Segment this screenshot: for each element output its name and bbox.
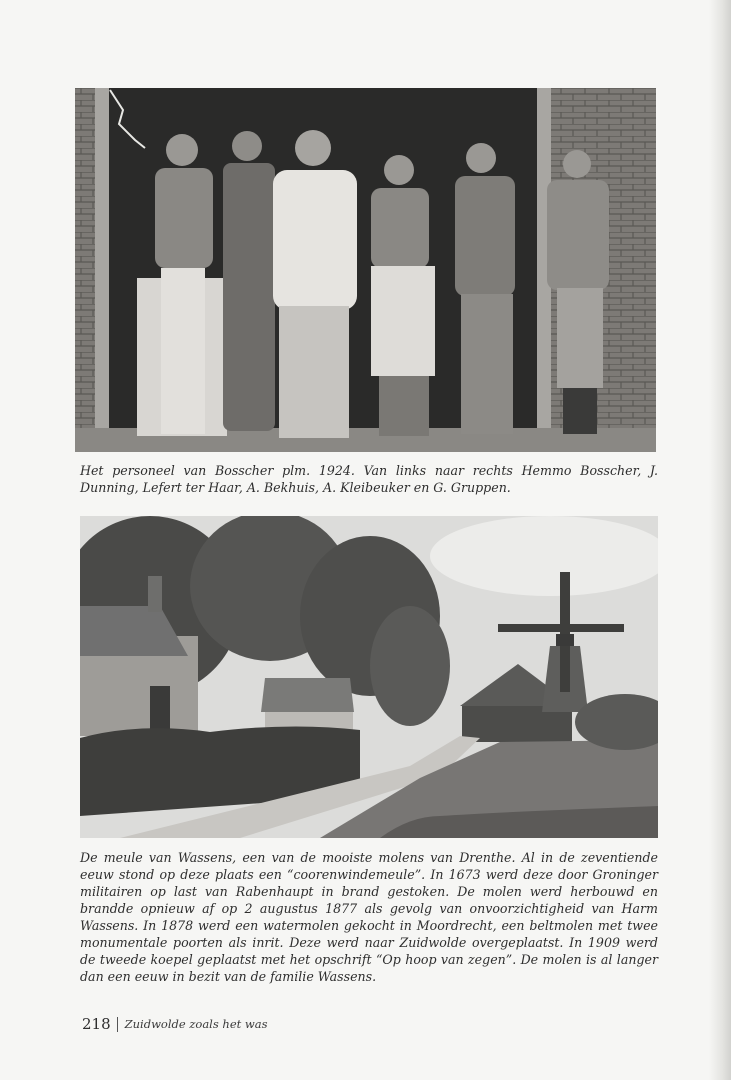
page-edge-shadow [709, 0, 731, 1080]
windmill-caption: De meule van Wassens, een van de mooiste molens van Drenthe. Al in de zeventiende eeuw stond op deze plaats een “coorenwindemeule”. In 1673 werd deze door Groninger militairen op last van Rabenhaupt in brand gestoken. De molen werd herbouwd en brandde opnieuw af op 2 augustus 1877 als gevolg van onvoorzichtigheid van Harm Wassens. In 1878 werd een watermolen gekocht in Moordrecht, een beltmolen met twee monumentale poorten als inrit. Deze werd naar Zuidwolde overgeplaatst. In 1909 werd de tweede koepel geplaatst met het opschrift “Op hoop van zegen”. De molen is al langer dan een eeuw in bezit van de familie Wassens. [80, 850, 658, 984]
running-title: Zuidwolde zoals het was [124, 1017, 268, 1031]
footer-divider [117, 1017, 118, 1032]
bakery-staff-photo [75, 88, 656, 452]
page-footer [82, 1015, 268, 1033]
windmill-photo [80, 516, 658, 838]
page-number: 218 [82, 1015, 111, 1033]
bakery-staff-caption: Het personeel van Bosscher plm. 1924. Van links naar rechts Hemmo Bosscher, J. Dunning, Lefert ter Haar, A. Bekhuis, A. Kleibeuker en G. Gruppen. [80, 463, 658, 495]
